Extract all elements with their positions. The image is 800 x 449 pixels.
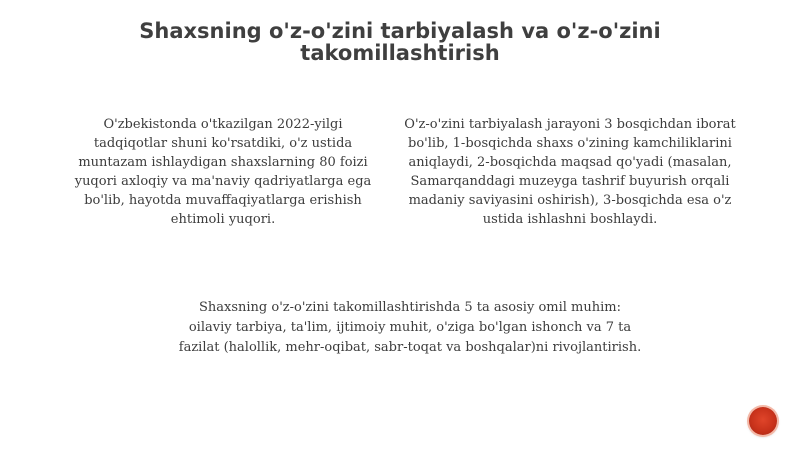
circle-button-icon[interactable] [749, 407, 777, 435]
slide-title [0, 20, 800, 64]
bottom-line-1: Shaxsning o'z-o'zini takomillashtirishda 5 ta asosiy omil muhim: [199, 300, 621, 315]
right-text-block: O'z-o'zini tarbiyalash jarayoni 3 bosqichdan iborat bo'lib, 1-bosqichda shaxs o'zining kamchiliklarini aniqlaydi, 2-bosqichda maqsad qo'yadi (masalan, Samarqanddagi muzeyga tashrif buyurish orqali madaniy saviyasini oshirish), 3-bosqichda esa o'z ustida ishlashni boshlaydi. [404, 117, 736, 227]
title-line-2: takomillashtirish [300, 41, 500, 65]
bottom-line-3: fazilat (halollik, mehr-oqibat, sabr-toqat va boshqalar)ni rivojlantirish. [178, 340, 642, 355]
bottom-line-2: oilaviy tarbiya, ta'lim, ijtimoiy muhit, o'ziga bo'lgan ishonch va 7 ta [188, 320, 632, 335]
left-text-block: O'zbekistonda o'tkazilgan 2022-yilgi tadqiqotlar shuni ko'rsatdiki, o'z ustida muntazam ishlaydigan shaxslarning 80 foizi yuqori axloqiy va ma'naviy qadriyatlarga ega bo'lib, hayotda muvaffaqiyatlarga erishish ehtimoli yuqori. [74, 117, 372, 227]
title-line-1: Shaxsning o'z-o'zini tarbiyalash va o'z-o'zini [139, 19, 661, 43]
bottom-text-block [110, 298, 710, 358]
